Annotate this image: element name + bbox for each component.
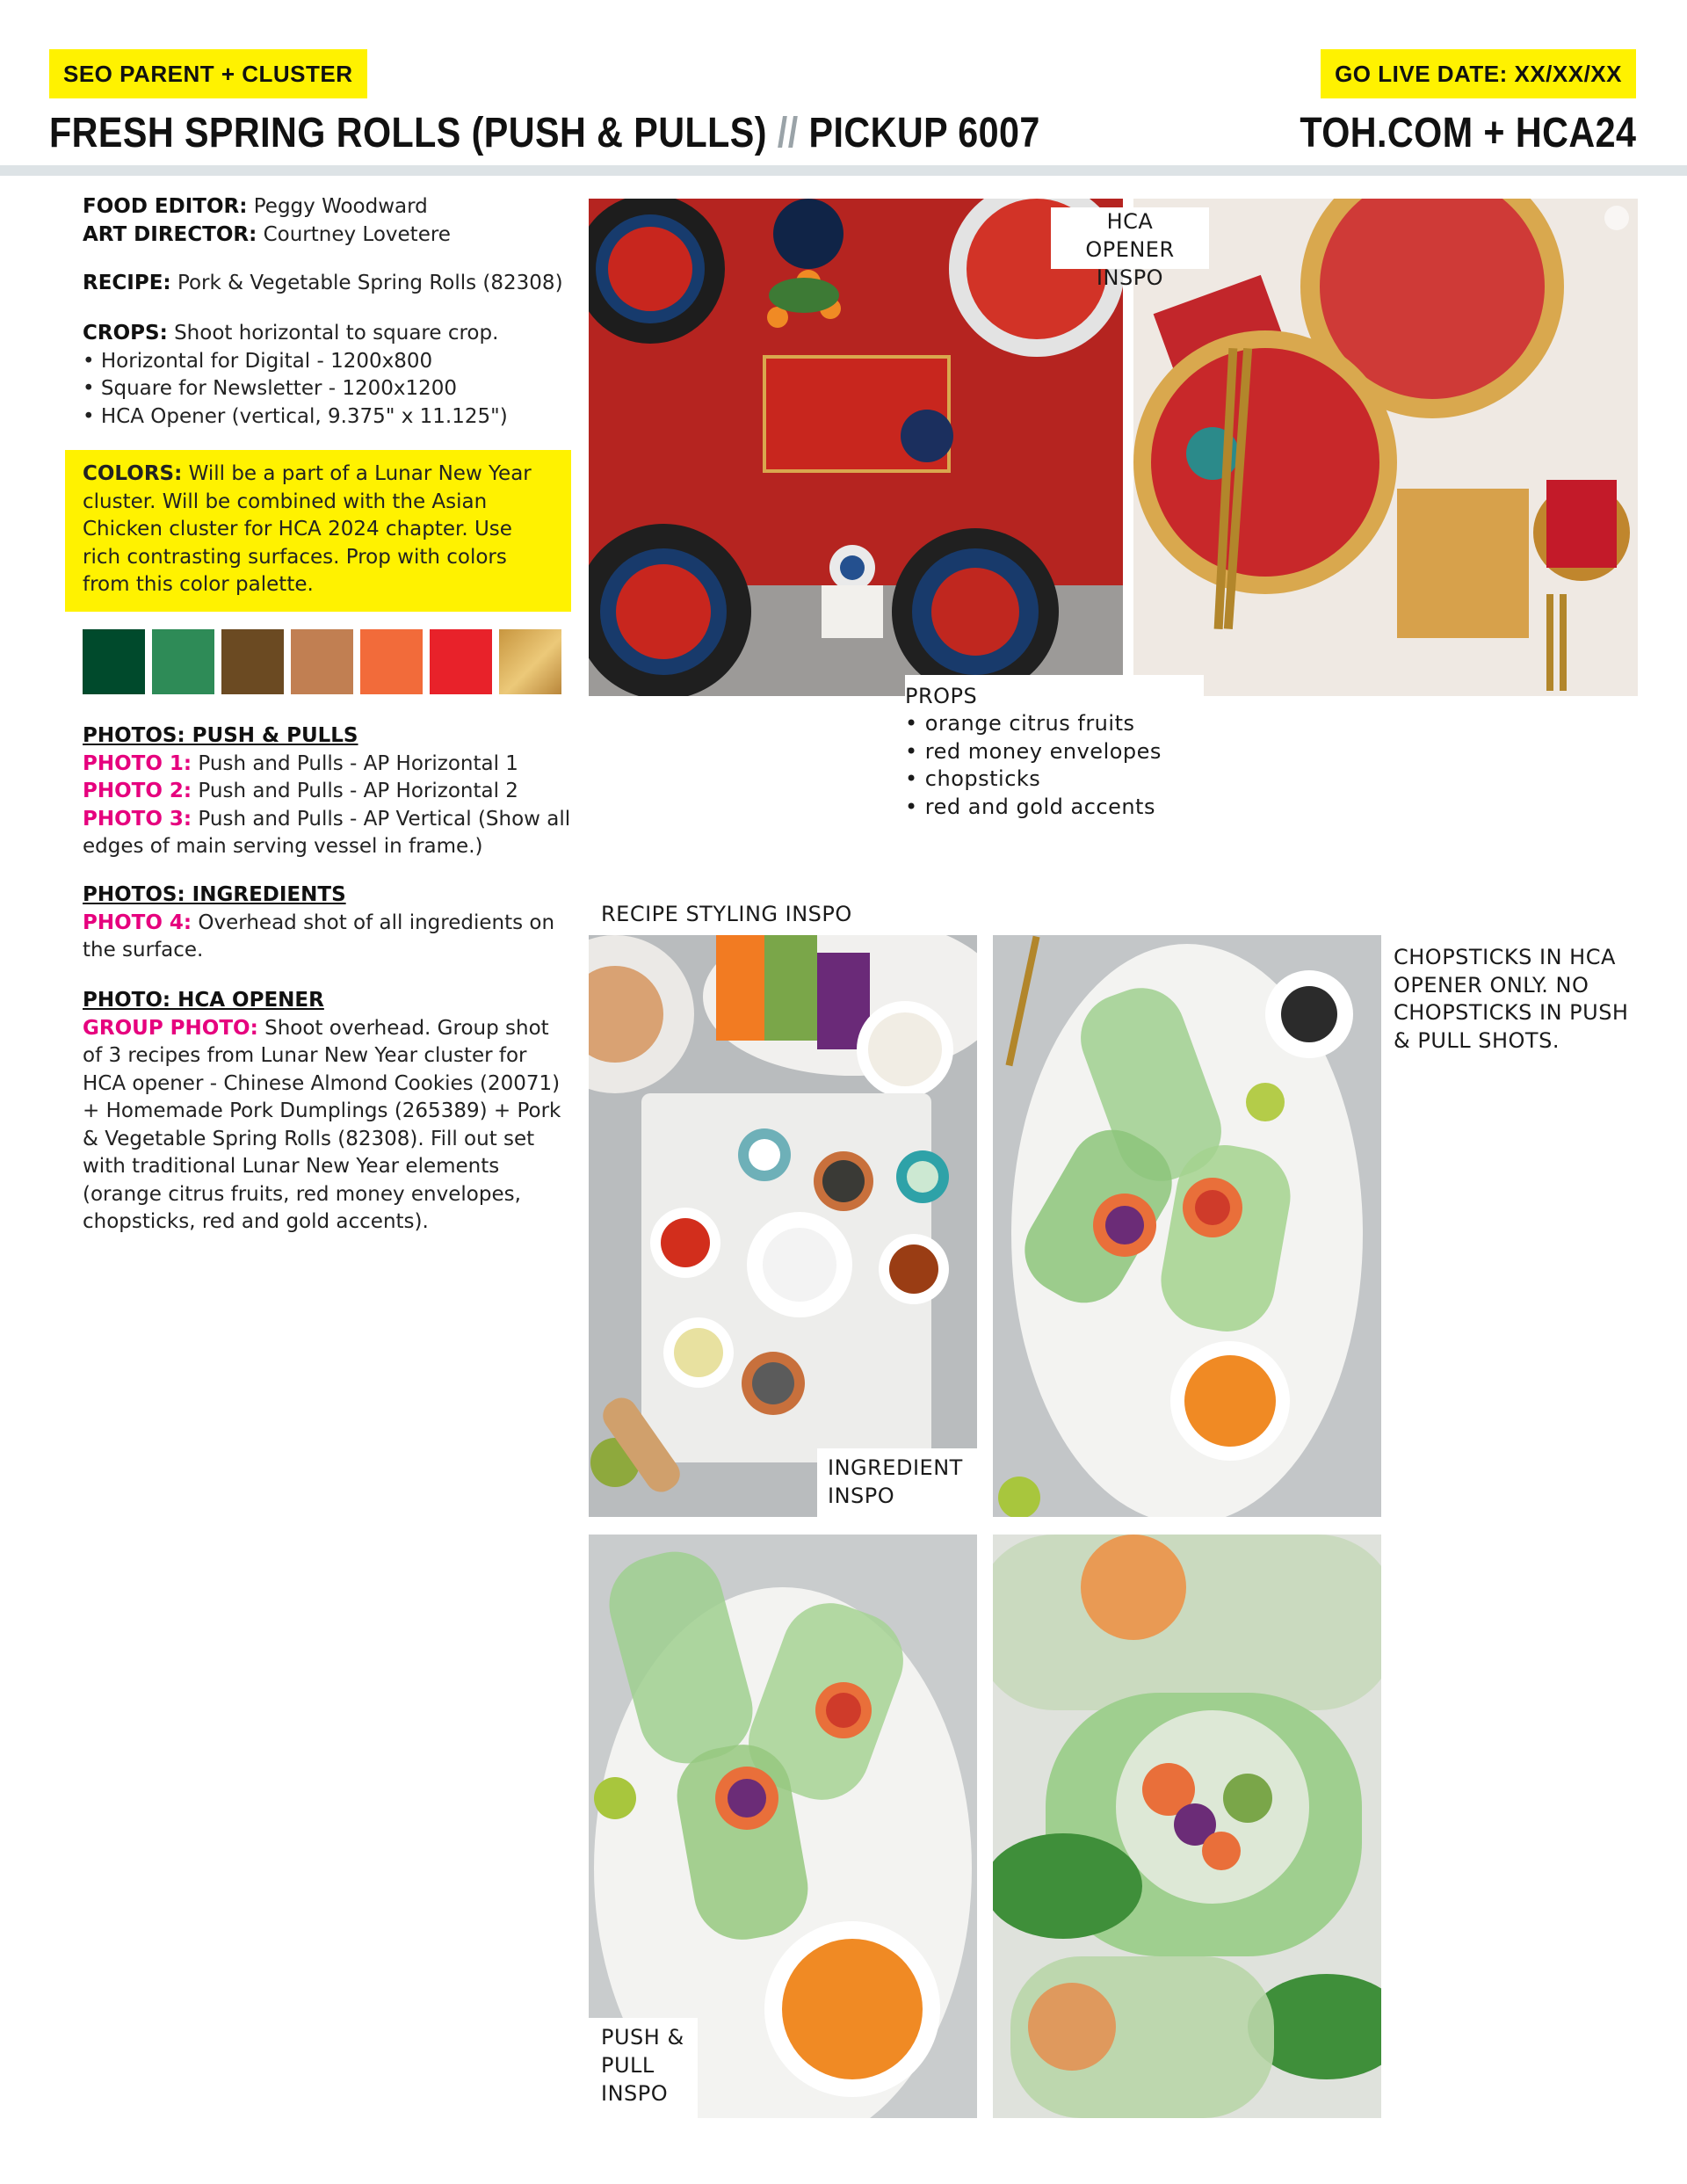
food-editor-value: Peggy Woodward bbox=[253, 195, 428, 218]
brand-title: TOH.COM + HCA24 bbox=[1299, 110, 1636, 156]
props-item: • red and gold accents bbox=[905, 794, 1155, 819]
props-item: • chopsticks bbox=[905, 766, 1041, 791]
page-title bbox=[49, 105, 1040, 162]
props-item: • red money envelopes bbox=[905, 738, 1162, 764]
color-swatch bbox=[221, 629, 284, 694]
props-item: • orange citrus fruits bbox=[905, 711, 1135, 736]
photo-item bbox=[83, 806, 575, 861]
color-swatch bbox=[152, 629, 214, 694]
colors-text: Will be a part of a Lunar New Year cluster. Will be combined with the Asian Chicken cluster for HCA 2024 chapter. Use rich contrasting surfaces. Prop with colors from this color palette. bbox=[83, 462, 532, 596]
spring-rolls-closeup-photo bbox=[993, 1535, 1381, 2118]
food-editor-line bbox=[83, 193, 575, 221]
crops-label: CROPS: bbox=[83, 322, 168, 345]
ingredients-photos-block bbox=[83, 882, 575, 965]
crops-block bbox=[83, 320, 575, 431]
spring-rolls-platter-illustration bbox=[993, 935, 1381, 1517]
hca-opener-block bbox=[83, 987, 575, 1237]
color-swatch bbox=[360, 629, 423, 694]
go-live-badge: GO LIVE DATE: XX/XX/XX bbox=[1321, 49, 1636, 98]
photo-label: GROUP PHOTO: bbox=[83, 1016, 258, 1040]
header-divider bbox=[0, 165, 1687, 176]
colors-label: COLORS: bbox=[83, 462, 183, 485]
photo-label: PHOTO 4: bbox=[83, 911, 192, 934]
art-director-label: ART DIRECTOR: bbox=[83, 222, 257, 246]
color-swatch bbox=[83, 629, 145, 694]
photo-text: Overhead shot of all ingredients on the surface. bbox=[83, 911, 555, 961]
spring-rolls-closeup-illustration bbox=[993, 1535, 1381, 2118]
push-pull-photos-block bbox=[83, 722, 575, 861]
colors-callout bbox=[65, 450, 571, 612]
hca-opener-label: HCA OPENER INSPO bbox=[1051, 207, 1209, 269]
crops-item: • Square for Newsletter - 1200x1200 bbox=[83, 377, 458, 400]
photo-text: Push and Pulls - AP Horizontal 2 bbox=[198, 780, 518, 802]
dragon-plate-photo bbox=[1133, 199, 1638, 696]
color-swatch bbox=[499, 629, 561, 694]
photo-item bbox=[83, 778, 575, 806]
photo-label: PHOTO 1: bbox=[83, 751, 192, 775]
props-heading: PROPS bbox=[905, 684, 978, 708]
title-separator: // bbox=[777, 110, 799, 156]
photo-text: Shoot overhead. Group shot of 3 recipes from Lunar New Year cluster for HCA opener - Chinese Almond Cookies (20071) + Homemade Pork Dumplings (265389) + Pork & Vegetable Spring Rolls (82308). Fill out set with traditional Lunar New Year elements (orange citrus fruits, red money envelopes, chopsticks, red and gold accents). bbox=[83, 1016, 561, 1233]
title-main: FRESH SPRING ROLLS (PUSH & PULLS) bbox=[49, 110, 767, 156]
recipe-styling-label: RECIPE STYLING INSPO bbox=[601, 902, 852, 926]
crops-item: • Horizontal for Digital - 1200x800 bbox=[83, 349, 433, 373]
ingredient-illustration bbox=[589, 935, 977, 1517]
photo-label: PHOTO 2: bbox=[83, 780, 192, 802]
photo-item bbox=[83, 910, 575, 965]
spring-rolls-platter-photo bbox=[993, 935, 1381, 1517]
crops-line bbox=[83, 320, 575, 348]
photo-item bbox=[83, 1015, 575, 1237]
ingredient-inspo-label: INGREDIENT INSPO bbox=[817, 1448, 977, 1517]
credits-block bbox=[83, 193, 575, 249]
color-swatch bbox=[291, 629, 353, 694]
photo-text: Push and Pulls - AP Vertical (Show all edges of main serving vessel in frame.) bbox=[83, 807, 571, 858]
dragon-plate-illustration bbox=[1133, 199, 1638, 696]
photo-item bbox=[83, 751, 575, 779]
seo-badge: SEO PARENT + CLUSTER bbox=[49, 49, 367, 98]
props-list bbox=[905, 710, 1162, 821]
photo-label: PHOTO 3: bbox=[83, 807, 192, 831]
crops-text: Shoot horizontal to square crop. bbox=[174, 322, 499, 345]
crops-item: • HCA Opener (vertical, 9.375" x 11.125") bbox=[83, 404, 508, 428]
ingredient-photo bbox=[589, 935, 977, 1517]
recipe-line bbox=[83, 270, 575, 298]
section-heading: PHOTOS: PUSH & PULLS bbox=[83, 724, 358, 747]
color-palette bbox=[83, 629, 561, 694]
photo-text: Push and Pulls - AP Horizontal 1 bbox=[198, 751, 518, 775]
food-editor-label: FOOD EDITOR: bbox=[83, 195, 248, 218]
chopsticks-note: CHOPSTICKS IN HCA OPENER ONLY. NO CHOPSTICKS IN PUSH & PULL SHOTS. bbox=[1394, 945, 1629, 1053]
color-swatch bbox=[430, 629, 492, 694]
art-director-line bbox=[83, 221, 575, 250]
recipe-label: RECIPE: bbox=[83, 272, 171, 294]
table-setting-photo bbox=[589, 199, 1123, 696]
title-pickup: PICKUP 6007 bbox=[808, 110, 1040, 156]
section-heading: PHOTO: HCA OPENER bbox=[83, 989, 324, 1012]
table-setting-illustration bbox=[589, 199, 1123, 696]
recipe-value: Pork & Vegetable Spring Rolls (82308) bbox=[177, 272, 563, 294]
push-pull-inspo-label: PUSH & PULL INSPO bbox=[589, 2018, 698, 2118]
art-director-value: Courtney Lovetere bbox=[263, 222, 451, 246]
section-heading: PHOTOS: INGREDIENTS bbox=[83, 883, 346, 906]
